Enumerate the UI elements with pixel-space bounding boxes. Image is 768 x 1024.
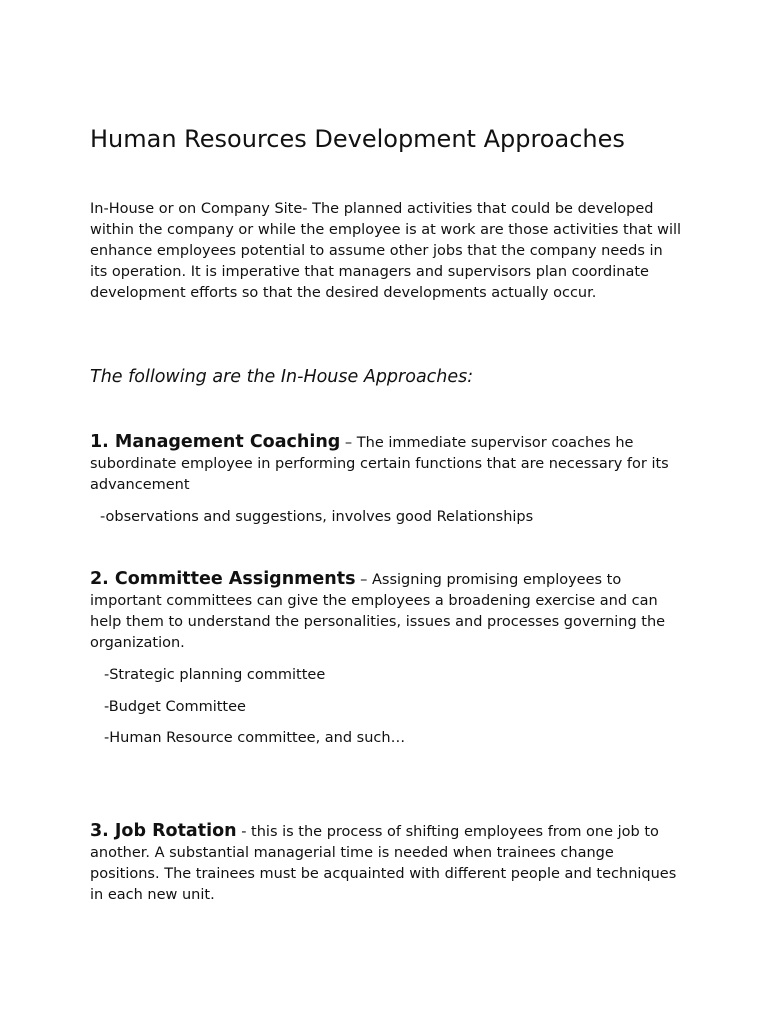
bullet-item: -Strategic planning committee (104, 667, 326, 683)
section-job-rotation (90, 821, 682, 906)
bullet-item: -observations and suggestions, involves good Relationships (100, 509, 534, 525)
document-title: Human Resources Development Approaches (90, 125, 625, 153)
section-text: – Assigning promising employees to important committees can give the employees a broadening exercise and can help them to understand the personalities, issues and processes governing the organization. (90, 572, 666, 651)
intro-paragraph: In-House or on Company Site- The planned activities that could be developed within the company or while the employee is at work are those activities that will enhance employees potential to assume other jobs that the company needs in its operation. It is imperative that managers and supervisors plan coordinate development efforts so that the desired developments actually occur. (90, 201, 682, 301)
section-heading: 2. Committee Assignments (90, 569, 356, 589)
section-text: - this is the process of shifting employees from one job to another. A substantial managerial time is needed when trainees change positions. The trainees must be acquainted with different people and techniques in each new unit. (90, 824, 677, 903)
section-management-coaching (90, 432, 682, 496)
bullet-item: -Budget Committee (104, 699, 246, 715)
section-text: – The immediate supervisor coaches he subordinate employee in performing certain functions that are necessary for its advancement (90, 435, 669, 493)
bullet-item: -Human Resource committee, and such… (104, 730, 406, 746)
section-heading: 3. Job Rotation (90, 821, 237, 841)
section-committee-assignments (90, 569, 682, 654)
approaches-subheading: The following are the In-House Approaches: (90, 367, 474, 387)
section-heading: 1. Management Coaching (90, 432, 341, 452)
